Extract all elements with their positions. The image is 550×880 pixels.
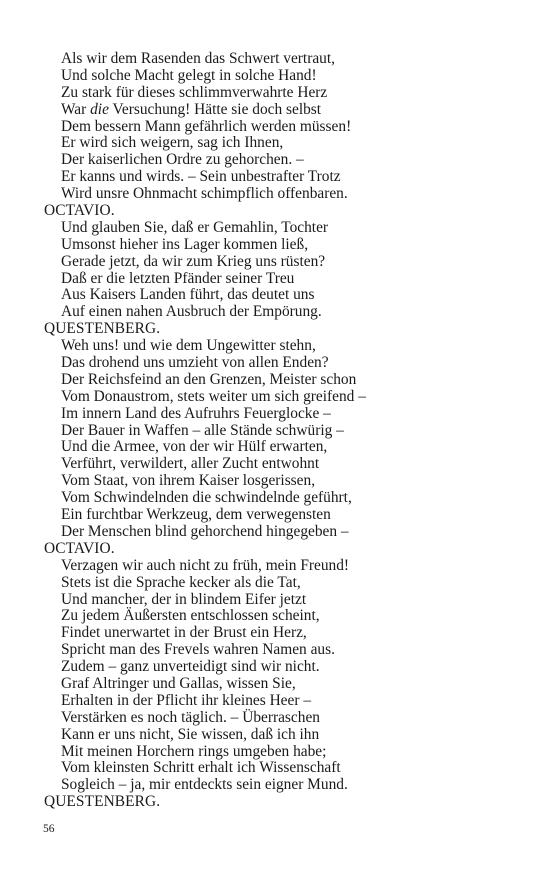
- verse-line: Daß er die letzten Pfänder seiner Treu: [61, 269, 295, 287]
- verse-line: Ein furchtbar Werkzeug, dem verwegensten: [61, 506, 331, 524]
- verse-line: Verstärken es noch täglich. – Überraschen: [61, 708, 320, 726]
- verse-line: Als wir dem Rasenden das Schwert vertraut,: [61, 50, 335, 67]
- verse-line: Vom Schwindelnden die schwindelnde geführt,: [61, 489, 352, 507]
- verse-line: Verzagen wir auch nicht zu früh, mein Freund!: [61, 556, 350, 574]
- verse-line: Er kanns und wirds. – Sein unbestrafter Trotz: [61, 168, 341, 186]
- verse-line: Zu stark für dieses schlimmverwahrte Herz: [61, 83, 328, 101]
- speaker-name: QUESTENBERG.: [44, 793, 161, 811]
- verse-line: Sogleich – ja, mir entdeckts sein eigner Mund.: [61, 776, 348, 794]
- verse-line: Und die Armee, von der wir Hülf erwarten,: [61, 438, 328, 456]
- verse-line: Das drohend uns umzieht von allen Enden?: [61, 354, 329, 372]
- italic-emphasis: die: [90, 100, 109, 118]
- verse-line: Zudem – ganz unverteidigt sind wir nicht.: [61, 658, 320, 676]
- verse-segment: War: [61, 100, 91, 118]
- verse-line: Auf einen nahen Ausbruch der Empörung.: [61, 303, 322, 321]
- verse-segment: Versuchung! Hätte sie doch selbst: [108, 100, 322, 118]
- page-number: 56: [43, 823, 55, 835]
- verse-line: Der Menschen blind gehorchend hingegeben –: [61, 522, 349, 540]
- verse-line: Spricht man des Frevels wahren Namen aus.: [61, 641, 335, 659]
- verse-line: Stets ist die Sprache kecker als die Tat,: [61, 573, 301, 591]
- verse-line: Zu jedem Äußersten entschlossen scheint,: [61, 607, 320, 625]
- speaker-name: OCTAVIO.: [44, 202, 115, 220]
- verse-line: Erhalten in der Pflicht ihr kleines Heer –: [61, 691, 312, 709]
- verse-line: Er wird sich weigern, sag ich Ihnen,: [61, 134, 284, 152]
- verse-line: Der kaiserlichen Ordre zu gehorchen. –: [61, 151, 304, 169]
- speaker-name: QUESTENBERG.: [44, 320, 161, 338]
- verse-line: [44, 102, 524, 119]
- verse-line: Mit meinen Horchern rings umgeben habe;: [61, 742, 327, 760]
- verse-line: Kann er uns nicht, Sie wissen, daß ich ihn: [61, 725, 320, 743]
- verse-line: Im innern Land des Aufruhrs Feuerglocke –: [61, 404, 331, 422]
- verse-line: Weh uns! und wie dem Ungewitter stehn,: [61, 337, 316, 355]
- verse-line: Vom kleinsten Schritt erhalt ich Wissenschaft: [61, 759, 341, 777]
- verse-line: Dem bessern Mann gefährlich werden müssen!: [61, 117, 352, 135]
- verse-line: Gerade jetzt, da wir zum Krieg uns rüsten?: [61, 252, 326, 270]
- verse-line: Verführt, verwildert, aller Zucht entwohnt: [61, 455, 320, 473]
- verse-line: Und glauben Sie, daß er Gemahlin, Tochter: [61, 218, 329, 236]
- verse-line: Umsonst hieher ins Lager kommen ließ,: [61, 235, 309, 253]
- book-page-text: [44, 51, 524, 811]
- verse-line: Graf Altringer und Gallas, wissen Sie,: [61, 674, 296, 692]
- verse-line: Aus Kaisers Landen führt, das deutet uns: [61, 286, 315, 304]
- verse-line: Der Reichsfeind an den Grenzen, Meister schon: [61, 370, 357, 388]
- verse-line: Vom Donaustrom, stets weiter um sich greifend –: [61, 387, 366, 405]
- verse-line: Und mancher, der in blindem Eifer jetzt: [61, 590, 307, 608]
- verse-line: Vom Staat, von ihrem Kaiser losgerissen,: [61, 472, 316, 490]
- verse-line: Wird unsre Ohnmacht schimpflich offenbaren.: [61, 185, 348, 203]
- verse-line: Und solche Macht gelegt in solche Hand!: [61, 66, 317, 84]
- verse-line: Findet unerwartet in der Brust ein Herz,: [61, 624, 307, 642]
- speaker-name: OCTAVIO.: [44, 539, 115, 557]
- verse-line: Der Bauer in Waffen – alle Stände schwürig –: [61, 421, 344, 439]
